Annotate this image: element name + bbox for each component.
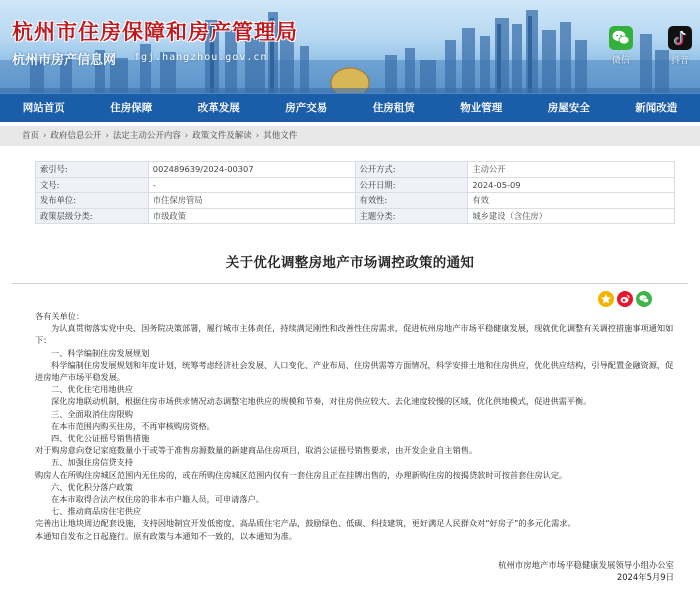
wechat-link[interactable] [604,26,638,66]
info-value: 2024-05-09 [468,177,675,193]
article-paragraph: 购房人在所购住房城区范围内无住房的，或在所购住房城区范围内仅有一套住房且正在挂牌出售的，办理新购住房的按揭贷款时可按首套住房认定。 [35,469,568,480]
info-value: 市级政策 [148,208,355,224]
info-key: 有效性: [355,193,468,209]
info-value: 002489639/2024-00307 [148,162,355,178]
info-key: 主题分类: [355,208,468,224]
wechat-icon [609,26,633,50]
article-paragraph: 五、加强住房信贷支持 [51,457,133,468]
article-body [35,310,675,542]
nav-renovation[interactable]: 新闻改造 [635,102,678,114]
weibo-icon[interactable] [617,291,633,307]
qzone-star-icon[interactable] [598,291,614,307]
breadcrumb-statutory[interactable]: 法定主动公开内容 [112,131,181,141]
article-paragraph: 一、科学编制住房发展规划 [51,347,150,358]
breadcrumb-separator: › [184,131,189,141]
info-key: 政策层级分类: [36,208,149,224]
article-paragraph: 完善出让地块周边配套设施，支持因地制宜开发低密度、高品质住宅产品，鼓励绿色、低碳、科技建筑，更好满足人民群众对“好房子”的多元化需求。 [35,518,576,529]
info-value: - [148,177,355,193]
breadcrumb-home[interactable]: 首页 [22,131,40,141]
wechat-label: 微信 [611,56,630,66]
article-title: 关于优化调整房地产市场调控政策的通知 [225,255,475,271]
table-row [36,177,675,193]
article-paragraph: 深化房地联动机制，根据住房市场供求情况动态调整宅地供应的规模和节奏，对住房供应较大、去化速度较慢的区域，优化供地模式，促进供需平衡。 [51,396,592,407]
breadcrumb-policy-docs[interactable]: 政策文件及解读 [192,131,252,141]
article-paragraph: 三、全面取消住房限购 [51,408,133,419]
main-nav [0,93,700,122]
breadcrumb-separator: › [105,131,109,141]
info-key: 文号: [36,177,149,193]
article-paragraph: 六、优化积分落户政策 [51,481,133,492]
site-title: 杭州市住房保障和房产管理局 [12,19,298,44]
breadcrumb [0,126,700,146]
article-paragraph: 为认真贯彻落实党中央、国务院决策部署，履行城市主体责任，持续满足刚性和改善性住房需求，促进杭州房地产市场平稳健康发展，现就优化调整有关调控措施事项通知如下： [35,323,674,346]
douyin-label: 抖音 [670,56,689,66]
article-paragraph: 本通知自发布之日起施行。原有政策与本通知不一致的，以本通知为准。 [35,530,298,541]
article-greeting: 各有关单位： [35,311,85,321]
nav-property-trade[interactable]: 房产交易 [285,102,328,114]
info-value: 主动公开 [468,162,675,178]
info-key: 索引号: [36,162,149,178]
breadcrumb-separator: › [43,131,47,141]
nav-rental[interactable]: 住房租赁 [372,102,415,114]
info-value: 城乡建设（含住房） [468,208,675,224]
douyin-icon [668,26,692,50]
signer-name: 杭州市房地产市场平稳健康发展领导小组办公室 [498,560,674,570]
header-banner [0,0,700,93]
article-paragraph: 科学编制住房发展规划和年度计划，统筹考虑经济社会发展、人口变化、产业布局、住房供需等方面情况，科学安排土地和住房供应，优化供应结构，引导配置金融资源，促进房地产市场平稳发展。 [35,359,674,383]
article-paragraph: 对于购房意向登记家庭数量小于或等于准售房源数量的新建商品住房项目，取消公证摇号销售要求，由开发企业自主销售。 [35,445,478,456]
info-key: 公开方式: [355,162,468,178]
info-value: 有效 [468,193,675,209]
nav-housing-security[interactable]: 住房保障 [110,102,153,114]
title-divider [12,283,688,284]
article-paragraph: 四、优化公证摇号销售措施 [51,433,150,444]
nav-property-mgmt[interactable]: 物业管理 [460,102,503,114]
table-row [36,193,675,209]
site-url[interactable]: fgj.hangzhou.gov.cn [134,52,268,63]
article-signature [498,559,674,584]
article-paragraph: 在本市取得合法产权住房的非本市户籍人员，可申请落户。 [51,494,264,505]
breadcrumb-other-docs[interactable]: 其他文件 [263,131,298,141]
douyin-link[interactable] [663,26,697,66]
nav-reform[interactable]: 改革发展 [197,102,240,114]
article-paragraph: 在本市范围内购买住房，不再审核购房资格。 [51,420,215,431]
site-subtitle: 杭州市房产信息网 [12,53,117,68]
article-paragraph: 七、推动商品房住宅供应 [51,506,142,517]
nav-house-safety[interactable]: 房屋安全 [547,102,590,114]
article-paragraph: 二、优化住宅用地供应 [51,384,133,395]
table-row [36,162,675,178]
city-skyline-image [0,0,700,93]
signing-date: 2024年5月9日 [616,572,674,583]
info-key: 发布单位: [36,193,149,209]
document-info-table [35,161,675,224]
info-key: 公开日期: [355,177,468,193]
article-paragraphs [35,322,675,542]
info-value: 市住保房管局 [148,193,355,209]
nav-home[interactable]: 网站首页 [22,102,65,114]
wechat-share-icon[interactable] [636,291,652,307]
share-bar [598,291,652,307]
table-row [36,208,675,224]
breadcrumb-separator: › [255,131,260,141]
breadcrumb-gov-info[interactable]: 政府信息公开 [50,131,102,141]
